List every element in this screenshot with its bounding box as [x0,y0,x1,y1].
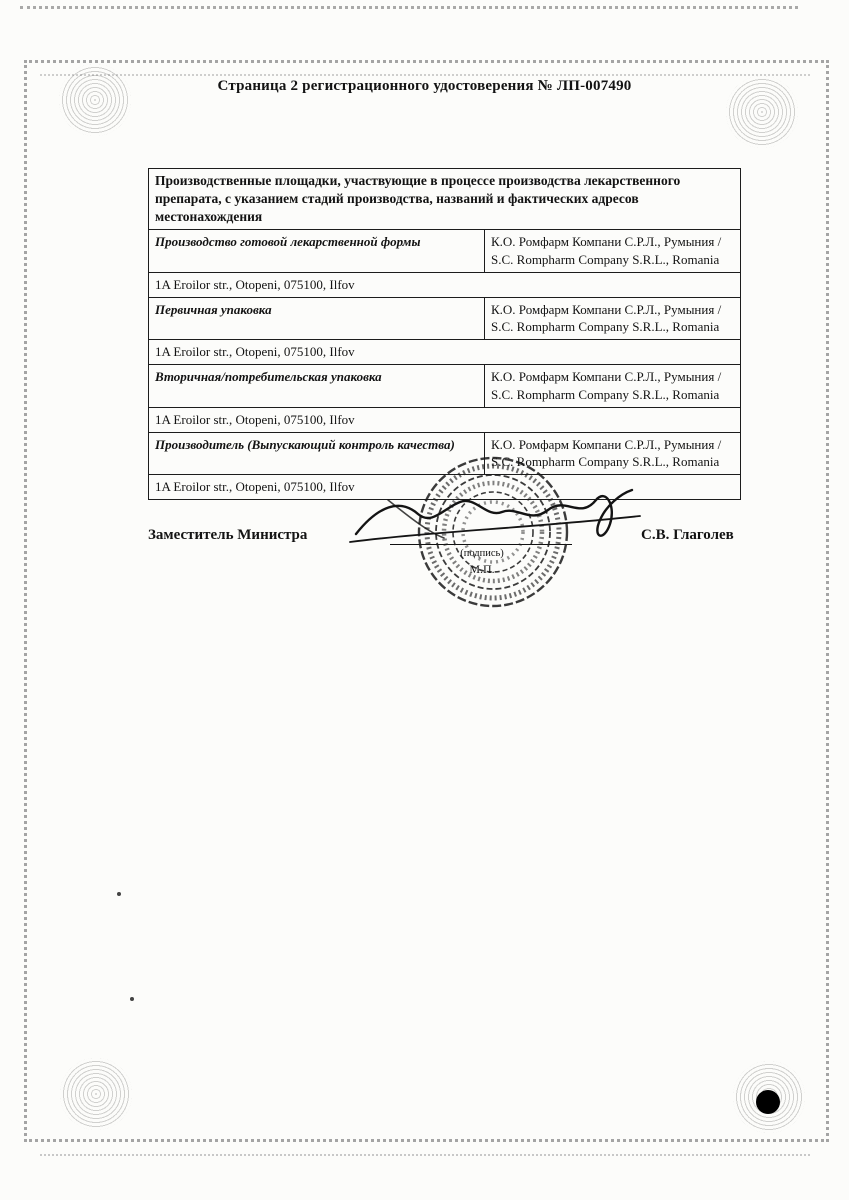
table-row [149,230,741,272]
address-cell: 1A Eroilor str., Otopeni, 075100, Ilfov [149,475,741,500]
table-row [149,407,741,432]
inner-top-border-line [40,74,810,76]
address-cell: 1A Eroilor str., Otopeni, 075100, Ilfov [149,272,741,297]
manufacturer-cell: К.О. Ромфарм Компани С.Р.Л., Румыния / S.C. Rompharm Company S.R.L., Romania [485,432,741,474]
inner-bottom-border-line [40,1154,810,1156]
corner-rosette-top-left [59,64,131,136]
stage-cell: Вторичная/потребительская упаковка [149,365,485,407]
manufacturer-cell: К.О. Ромфарм Компани С.Р.Л., Румыния / S.C. Rompharm Company S.R.L., Romania [485,365,741,407]
stage-cell: Производитель (Выпускающий контроль качества) [149,432,485,474]
table-row [149,365,741,407]
manufacturer-cell: К.О. Ромфарм Компани С.Р.Л., Румыния / S.C. Rompharm Company S.R.L., Romania [485,297,741,339]
table-row [149,297,741,339]
scan-speck [117,892,121,896]
table-row [149,272,741,297]
signature-scribble [348,476,648,560]
top-edge-line [20,6,798,9]
signer-name: С.В. Глаголев [641,527,734,543]
address-cell: 1A Eroilor str., Otopeni, 075100, Ilfov [149,340,741,365]
manufacturer-cell: К.О. Ромфарм Компани С.Р.Л., Румыния / S.C. Rompharm Company S.R.L., Romania [485,230,741,272]
table-header-cell: Производственные площадки, участвующие в процессе производства лекарственного препарата, с указанием стадий производства, названий и фактических адресов местонахождения [149,169,741,230]
page-title: Страница 2 регистрационного удостоверения № ЛП-007490 [217,78,632,94]
scan-speck [130,997,134,1001]
stage-cell: Первичная упаковка [149,297,485,339]
address-cell: 1A Eroilor str., Otopeni, 075100, Ilfov [149,407,741,432]
stamp-place-label: М.П. [469,562,495,576]
table-row [149,340,741,365]
punch-hole-dot [756,1090,780,1114]
signature-caption: (подпись) [460,548,504,559]
corner-rosette-bottom-left [60,1058,132,1130]
signer-title: Заместитель Министра [148,527,308,543]
table-header-row [149,169,741,230]
stage-cell: Производство готовой лекарственной формы [149,230,485,272]
